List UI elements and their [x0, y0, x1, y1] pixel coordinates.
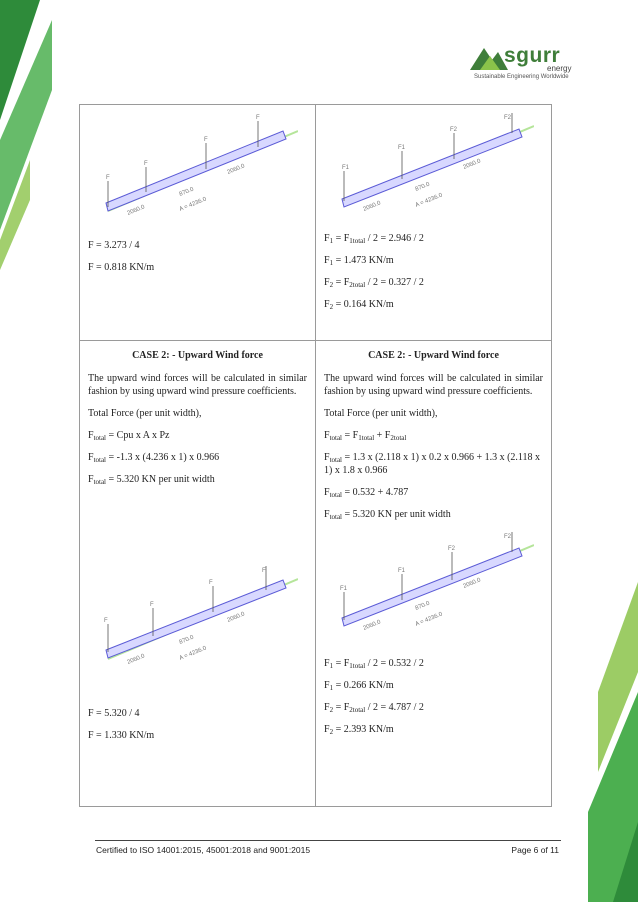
result-line: $F_1 = 0.266$ KN/m	[324, 680, 394, 692]
equation-line: $F_{total} = 0.532 + 4.787$	[324, 487, 409, 499]
equation-line: $F_{total}$ = Cpu x A x Pz	[88, 430, 170, 442]
svg-text:F: F	[150, 602, 154, 608]
row1-left-cell	[80, 105, 316, 341]
force-label-f2: F2	[450, 127, 458, 133]
svg-text:2060.0: 2060.0	[362, 619, 382, 632]
result-line: F = 0.818 KN/m	[88, 262, 155, 273]
mountain-logo-icon	[468, 42, 508, 76]
result-line: $F_1 = F_{1total} / 2 = 0.532 / 2$	[324, 658, 424, 670]
result-line: F = 1.330 KN/m	[88, 730, 155, 741]
footer-divider	[95, 840, 561, 841]
equation-line: $F_{total} = 5.320$ KN per unit width	[88, 474, 215, 486]
corner-decoration-bottom	[568, 582, 638, 902]
beam-diagram	[88, 111, 298, 231]
force-label-f: F	[106, 175, 110, 181]
beam-diagram	[324, 111, 534, 226]
logo-sub: energy	[547, 64, 572, 73]
dim-label-total: A = 4236.0	[178, 196, 208, 213]
svg-text:F2: F2	[448, 546, 456, 552]
logo-name: sgurr	[504, 44, 561, 67]
force-label-f: F	[204, 137, 208, 143]
case-heading: CASE 2: - Upward Wind force	[132, 350, 263, 361]
svg-text:F: F	[104, 618, 108, 624]
beam-diagram	[88, 564, 298, 679]
result-line: F = 3.273 / 4	[88, 240, 140, 251]
svg-text:F1: F1	[340, 586, 348, 592]
svg-text:2060.0: 2060.0	[462, 158, 482, 171]
force-label-f1: F1	[342, 165, 350, 171]
footer-certification: Certified to ISO 14001:2015, 45001:2018 and 9001:2015	[96, 845, 311, 855]
total-label: Total Force (per unit width),	[324, 408, 438, 419]
equation-line: $F_{total} = -1.3$ x (4.236 x 1) x 0.966	[88, 452, 220, 464]
corner-decoration-top	[0, 0, 70, 270]
svg-text:A = 4236.0: A = 4236.0	[414, 192, 444, 209]
svg-text:F2: F2	[504, 534, 512, 540]
intro-text: The upward wind forces will be calculated in similar fashion by using upward wind pressure coefficients.	[88, 373, 307, 397]
result-line: $F_2 = 2.393$ KN/m	[324, 724, 394, 736]
logo-tagline: Sustainable Engineering Worldwide	[474, 74, 569, 80]
dim-label: 2060.0	[226, 163, 246, 176]
force-label-f: F	[144, 161, 148, 167]
result-line: $F_2 = 0.164$ KN/m	[324, 299, 394, 311]
total-label: Total Force (per unit width),	[88, 408, 202, 419]
beam-diagram	[324, 530, 534, 645]
svg-text:2060.0: 2060.0	[462, 577, 482, 590]
force-label-f2: F2	[504, 115, 512, 121]
row1-right-cell	[316, 105, 552, 341]
row2-left-cell	[80, 341, 316, 807]
result-line: F = 5.320 / 4	[88, 708, 140, 719]
svg-text:F: F	[262, 568, 266, 574]
result-line: $F_2 = F_{2total} / 2 = 4.787 / 2$	[324, 702, 424, 714]
result-line: $F_1 = 1.473$ KN/m	[324, 255, 394, 267]
force-label-f1: F1	[398, 145, 406, 151]
equation-line: $F_{total} = 1.3$ x (2.118 x 1) x 0.2 x 0.966 + 1.3 x (2.118 x 1) x 1.8 x 0.966	[324, 452, 541, 476]
result-line: $F_1 = F_{1total} / 2 = 2.946 / 2$	[324, 233, 424, 245]
svg-text:A = 4236.0: A = 4236.0	[414, 611, 444, 628]
dim-label: 870.0	[178, 186, 195, 198]
force-label-f: F	[256, 115, 260, 121]
svg-text:870.0: 870.0	[414, 600, 431, 612]
calculation-table	[79, 104, 552, 807]
page-number: Page 6 of 11	[511, 845, 559, 855]
row2-right-cell	[316, 341, 552, 807]
svg-text:2060.0: 2060.0	[362, 200, 382, 213]
case-heading: CASE 2: - Upward Wind force	[368, 350, 499, 361]
intro-text: The upward wind forces will be calculated in similar fashion by using upward wind pressure coefficients.	[324, 373, 543, 397]
dim-label: 2060.0	[126, 204, 146, 217]
equation-line: $F_{total} = F_{1total} + F_{2total}$	[324, 430, 407, 442]
svg-text:A = 4236.0: A = 4236.0	[178, 645, 208, 662]
svg-text:F: F	[209, 580, 213, 586]
svg-text:870.0: 870.0	[414, 181, 431, 193]
company-logo	[468, 42, 603, 88]
equation-line: $F_{total} = 5.320$ KN per unit width	[324, 509, 451, 521]
result-line: $F_2 = F_{2total} / 2 = 0.327 / 2$	[324, 277, 424, 289]
svg-text:870.0: 870.0	[178, 634, 195, 646]
svg-text:F1: F1	[398, 568, 406, 574]
svg-text:2060.0: 2060.0	[126, 653, 146, 666]
svg-text:2060.0: 2060.0	[226, 611, 246, 624]
